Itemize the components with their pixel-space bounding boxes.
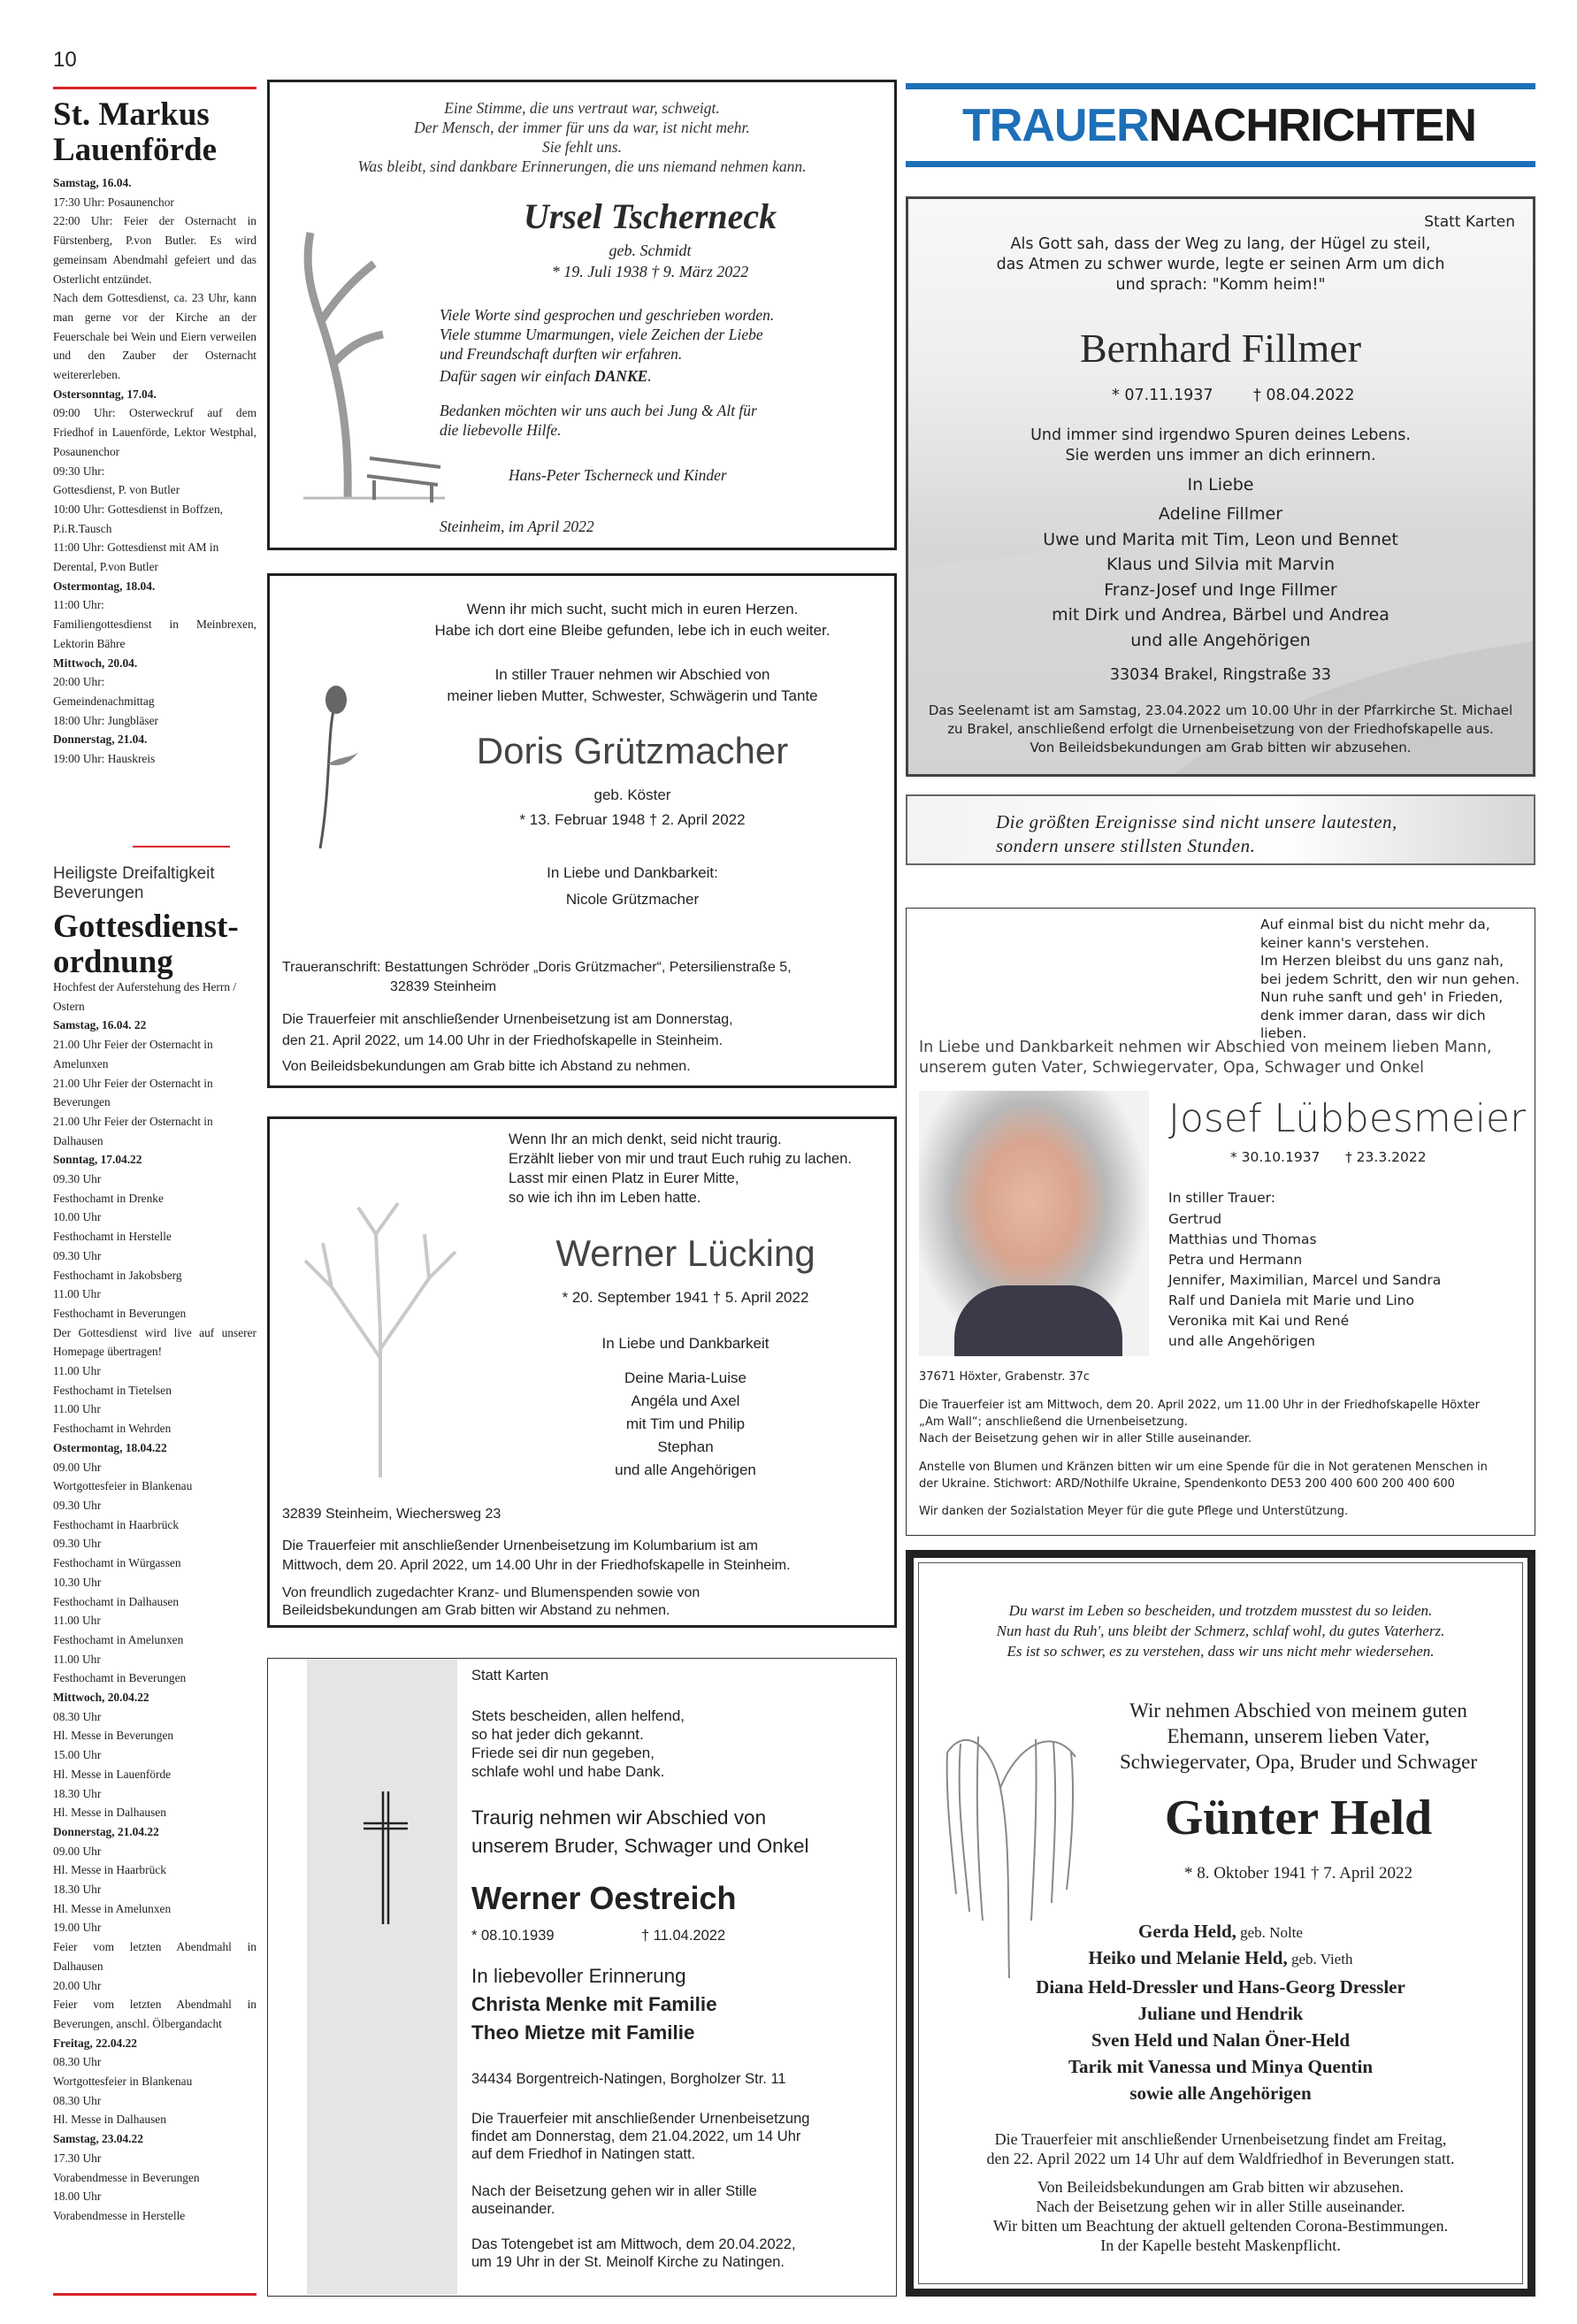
intro-line: Ehemann, unserem lieben Vater,: [1167, 1725, 1430, 1747]
deceased-name: Günter Held: [1164, 1791, 1433, 1845]
address: [282, 958, 892, 997]
schedule-entry: 11.00 Uhr: [53, 1287, 101, 1301]
prayer-line: um 19 Uhr in der St. Meinolf Kirche zu Natingen.: [471, 2254, 785, 2270]
family-member: Juliane und Hendrik: [1137, 2003, 1304, 2024]
verse-line: Du warst im Leben so bescheiden, und trotzdem musstest du so leiden.: [1008, 1602, 1433, 1619]
family: [914, 1974, 1527, 2106]
funeral-info: [282, 1537, 892, 1576]
family-member: Jennifer, Maximilian, Marcel und Sandra: [1168, 1272, 1442, 1288]
condolence-line: Von freundlich zugedachter Kranz- und Blumenspenden sowie von: [282, 1585, 700, 1600]
obituary-gruetzmacher: [267, 573, 897, 1088]
family: Hans-Peter Tscherneck und Kinder: [509, 466, 727, 484]
family-member: Matthias und Thomas: [1168, 1231, 1317, 1247]
schedule-day: Samstag, 16.04.: [53, 176, 132, 189]
quote-box: [906, 794, 1535, 865]
address: 34434 Borgentreich-Natingen, Borgholzer Str. 11: [471, 2071, 786, 2087]
schedule-entry: Festhochamt in Beverungen: [53, 1671, 187, 1685]
schedule-entry: 21.00 Uhr Feier der Osternacht in Beverungen: [53, 1076, 213, 1109]
obituary-oestreich: [267, 1658, 897, 2297]
after-line: auseinander.: [471, 2201, 555, 2217]
service-order-title-line2: ordnung: [53, 944, 173, 980]
schedule-entry: Hl. Messe in Haarbrück: [53, 1863, 166, 1877]
life-dates: * 19. Juli 1938 † 9. März 2022: [551, 263, 749, 280]
family-line-2: [914, 1947, 1527, 1969]
love-line: In Liebe und Dankbarkeit: [601, 1335, 769, 1352]
thanks-word: DANKE: [594, 367, 648, 385]
notes: [914, 2177, 1527, 2255]
family-member: Gertrud: [1168, 1211, 1222, 1227]
family-member: Diana Held-Dressler und Hans-Georg Dressler: [1036, 1976, 1405, 1998]
donation-line: der Ukraine. Stichwort: ARD/Nothilfe Ukraine, Spendenkonto DE53 200 400 600 200 400 600: [919, 1477, 1455, 1491]
family-member: Klaus und Silvia mit Marvin: [1106, 555, 1336, 574]
schedule-entry: 09.30 Uhr: [53, 1248, 102, 1262]
tree-illustration: [279, 1181, 482, 1482]
prayer-line: Das Totengebet ist am Mittwoch, dem 20.04.2022,: [471, 2236, 796, 2252]
verse-line: Friede sei dir nun gegeben,: [471, 1745, 655, 1761]
schedule-entry: Hl. Messe in Dalhausen: [53, 2113, 166, 2127]
schedule-entry: Nach dem Gottesdienst, ca. 23 Uhr, kann man gerne vor der Kirche an der Feuerschale bei Wein und Eiern verweilen und den Zauber der Osternacht weitererleben.: [53, 291, 256, 382]
text-line: Und immer sind irgendwo Spuren deines Lebens.: [1030, 426, 1411, 444]
verse: [908, 234, 1533, 295]
schedule-day: Donnerstag, 21.04.: [53, 732, 148, 747]
intro-line: Traurig nehmen wir Abschied von: [471, 1806, 767, 1829]
deceased-name: Ursel Tscherneck: [523, 196, 777, 236]
funeral-line: Die Trauerfeier mit anschließender Urnenbeisetzung: [471, 2111, 810, 2127]
schedule-st-markus: [53, 173, 256, 769]
address-line2: 32839 Steinheim: [390, 979, 497, 994]
family-member: Petra und Hermann: [1168, 1252, 1303, 1268]
family-member: und alle Angehörigen: [615, 1461, 756, 1478]
verse: [914, 1600, 1527, 1661]
schedule-entry: 10:00 Uhr: Gottesdienst in Boffzen, P.i.R.Tausch: [53, 502, 224, 535]
poem-line: Der Mensch, der immer für uns da war, ist nicht mehr.: [414, 119, 750, 136]
text-line: Viele stumme Umarmungen, viele Zeichen der Liebe: [440, 326, 763, 343]
header-bar-top: [906, 83, 1535, 89]
schedule-entry: 20:00 Uhr:: [53, 675, 105, 689]
schedule-entry: 11:00 Uhr:: [53, 598, 104, 612]
verse-line: so wie ich ihn im Leben hatte.: [509, 1190, 701, 1206]
memory-line: In liebevoller Erinnerung: [471, 1965, 686, 1987]
family-member: sowie alle Angehörigen: [1129, 2082, 1312, 2104]
schedule-entry: 11.00 Uhr: [53, 1364, 101, 1378]
verse-line: keiner kann's verstehen.: [1260, 934, 1429, 951]
schedule-entry: Festhochamt in Drenke: [53, 1191, 164, 1205]
death-date: † 08.04.2022: [1253, 387, 1355, 404]
schedule-entry: Wortgottesfeier in Blankenau: [53, 1479, 193, 1493]
schedule-entry: 08.30 Uhr: [53, 1709, 102, 1723]
funeral-line: findet am Donnerstag, dem 21.04.2022, um 14 Uhr: [471, 2128, 801, 2144]
family-2: Theo Mietze mit Familie: [471, 2021, 695, 2044]
verse-line: Es ist so schwer, es zu verstehen, dass wir uns nicht mehr wiedersehen.: [1007, 1643, 1435, 1660]
verse-line: Wenn ihr mich sucht, sucht mich in euren Herzen.: [466, 601, 799, 617]
mourning-line: In stiller Trauer:: [1168, 1190, 1275, 1206]
gray-panel: [307, 1659, 457, 2295]
intro-line: Wir nehmen Abschied von meinem guten: [1129, 1699, 1467, 1722]
family-member: mit Tim und Philip: [625, 1415, 746, 1432]
obituary-fillmer: [906, 196, 1535, 777]
poem-line: Was bleibt, sind dankbare Erinnerungen, die uns niemand nehmen kann.: [357, 157, 807, 175]
birth-date: * 30.10.1937: [1230, 1149, 1321, 1165]
life-dates: * 20. September 1941 † 5. April 2022: [562, 1289, 809, 1306]
thanks-text: [440, 305, 882, 364]
death-date: † 11.04.2022: [641, 1928, 726, 1944]
intro: [919, 1038, 1492, 1078]
verse-line: Wenn Ihr an mich denkt, seid nicht traurig.: [509, 1131, 782, 1147]
schedule-day: Samstag, 23.04.22: [53, 2132, 143, 2146]
deceased-name: Doris Grützmacher: [476, 730, 789, 771]
thanks-suffix: .: [647, 367, 652, 385]
verse-line: Erzählt lieber von mir und traut Euch ruhig zu lachen.: [509, 1151, 852, 1167]
after-funeral: [471, 2182, 757, 2218]
love-line: In Liebe: [1187, 475, 1254, 495]
schedule-entry: Festhochamt in Haarbrück: [53, 1517, 180, 1531]
schedule-entry: 17:30 Uhr: Posaunenchor: [53, 195, 174, 209]
verse: [509, 1130, 889, 1208]
verse: [1260, 916, 1535, 1043]
obituary-held: [906, 1550, 1535, 2297]
verse-line: Nun hast du Ruh', uns bleibt der Schmerz, schlaf wohl, du gutes Vaterherz.: [996, 1622, 1445, 1639]
funeral-line: Das Seelenamt ist am Samstag, 23.04.2022 um 10.00 Uhr in der Pfarrkirche St. Michael: [928, 702, 1513, 718]
schedule-entry: 09.30 Uhr: [53, 1498, 102, 1512]
note-line: Wir bitten um Beachtung der aktuell geltenden Corona-Bestimmungen.: [992, 2217, 1449, 2235]
schedule-entry: Hl. Messe in Lauenförde: [53, 1767, 172, 1781]
text-line: die liebevolle Hilfe.: [440, 421, 562, 439]
schedule-entry: 09:30 Uhr:: [53, 464, 105, 478]
verse-line: Im Herzen bleibst du uns ganz nah,: [1260, 953, 1504, 969]
schedule-entry: 11.00 Uhr: [53, 1402, 101, 1416]
verse-line: Habe ich dort eine Bleibe gefunden, lebe ich in euch weiter.: [434, 622, 831, 639]
thanks-prefix: Dafür sagen wir einfach: [440, 367, 594, 385]
schedule-entry: Wortgottesfeier in Blankenau: [53, 2075, 193, 2089]
schedule-entry: 11.00 Uhr: [53, 1614, 101, 1628]
condolence-line: Beileidsbekundungen am Grab bitten wir Abstand zu nehmen.: [282, 1603, 670, 1618]
schedule-entry: 18.30 Uhr: [53, 1786, 102, 1800]
note-line: In der Kapelle besteht Maskenpflicht.: [1100, 2236, 1341, 2254]
parish-title-line1: St. Markus: [53, 96, 210, 133]
schedule-entry: 21.00 Uhr Feier der Osternacht in Amelunxen: [53, 1038, 213, 1070]
schedule-entry: Hl. Messe in Amelunxen: [53, 1901, 172, 1915]
cross-icon: [364, 1791, 408, 1924]
family-line-1: [914, 1921, 1527, 1943]
condolence-note: Von Beileidsbekundungen am Grab bitte ich Abstand zu nehmen.: [282, 1059, 691, 1074]
schedule-entry: 10.00 Uhr: [53, 1210, 102, 1224]
funeral-line: Von Beileidsbekundungen am Grab bitten wir abzusehen.: [1030, 740, 1412, 755]
birth-date: * 07.11.1937: [1112, 387, 1213, 404]
funeral-info: [914, 2129, 1527, 2168]
parish-title: [53, 97, 217, 168]
verse-line: Stets bescheiden, allen helfend,: [471, 1707, 685, 1724]
address-line1: Traueranschrift: Bestattungen Schröder „Doris Grützmacher“, Petersilienstraße 5,: [282, 960, 792, 975]
poem-line: Sie fehlt uns.: [542, 138, 622, 156]
family-member: Stephan: [657, 1438, 714, 1455]
schedule-beverungen: [53, 978, 256, 2226]
family-2-name: Heiko und Melanie Held,: [1088, 1947, 1288, 1968]
schedule-entry: Hochfest der Auferstehung des Herrn / Ostern: [53, 980, 237, 1013]
schedule-entry: 08.30 Uhr: [53, 2055, 102, 2069]
section-header: [962, 99, 1476, 152]
schedule-entry: 21.00 Uhr Feier der Osternacht in Dalhausen: [53, 1114, 213, 1147]
thanks-text-2: [440, 401, 882, 440]
parish-subtitle-line2: Beverungen: [53, 884, 144, 902]
family: [491, 1367, 880, 1482]
funeral-line: Die Trauerfeier mit anschließender Urnenbeisetzung findet am Freitag,: [994, 2130, 1447, 2148]
death-date: † 23.3.2022: [1345, 1149, 1427, 1165]
prayer-info: [471, 2236, 796, 2271]
family-member: und alle Angehörigen: [1168, 1333, 1315, 1349]
schedule-entry: Vorabendmesse in Beverungen: [53, 2170, 200, 2184]
verse: [471, 1707, 685, 1781]
red-rule-bottom: [53, 2293, 256, 2296]
family-member: Tarik mit Vanessa und Minya Quentin: [1068, 2056, 1374, 2077]
schedule-entry: 19.00 Uhr: [53, 1921, 102, 1935]
funeral-line: „Am Wall“; anschließend die Urnenbeisetzung.: [919, 1415, 1189, 1429]
schedule-entry: Festhochamt in Würgassen: [53, 1556, 181, 1570]
family-member: Uwe und Marita mit Tim, Leon und Bennet: [1043, 529, 1398, 549]
schedule-entry: Festhochamt in Herstelle: [53, 1230, 172, 1244]
funeral-line: Nach der Beisetzung gehen wir in aller Stille auseinander.: [919, 1432, 1252, 1446]
family: [908, 502, 1533, 653]
schedule-entry: Festhochamt in Amelunxen: [53, 1632, 184, 1646]
schedule-entry: Festhochamt in Jakobsberg: [53, 1268, 182, 1282]
family-member: Angéla und Axel: [631, 1392, 740, 1409]
red-rule: [53, 87, 256, 89]
intro: [471, 1804, 808, 1860]
note-line: Von Beileidsbekundungen am Grab bitten wir abzusehen.: [1037, 2178, 1405, 2196]
schedule-entry: 08.30 Uhr: [53, 2093, 102, 2107]
red-separator: [133, 846, 230, 848]
header-part1: TRAUER: [962, 100, 1149, 151]
schedule-entry: 18.00 Uhr: [53, 2190, 102, 2204]
intro-line: Schwiegervater, Opa, Bruder und Schwager: [1120, 1751, 1477, 1773]
intro-line: meiner lieben Mutter, Schwester, Schwägerin und Tante: [447, 687, 818, 704]
maiden-name: geb. Köster: [593, 786, 671, 803]
schedule-entry: 11:00 Uhr: Gottesdienst mit AM in Derental, P.von Butler: [53, 541, 219, 574]
parish-subtitle-line1: Heiligste Dreifaltigkeit: [53, 864, 215, 883]
donation-info: [919, 1459, 1488, 1492]
funeral-line: Die Trauerfeier mit anschließender Urnenbeisetzung im Kolumbarium ist am: [282, 1538, 758, 1553]
tree-bench-illustration: [286, 215, 463, 507]
schedule-entry: Gottesdienst, P. von Butler: [53, 483, 180, 497]
schedule-entry: Festhochamt in Beverungen: [53, 1306, 187, 1320]
family-member: Deine Maria-Luise: [624, 1369, 746, 1386]
deceased-name: Bernhard Fillmer: [1079, 326, 1362, 371]
schedule-day: Ostermontag, 18.04.: [53, 579, 156, 593]
intro-line: unserem Bruder, Schwager und Onkel: [471, 1835, 809, 1857]
schedule-day: Mittwoch, 20.04.: [53, 656, 138, 670]
rose-illustration: [301, 680, 371, 857]
poem: [270, 98, 894, 176]
intro: [1091, 1698, 1506, 1775]
life-dates: * 8. Oktober 1941 † 7. April 2022: [1183, 1864, 1413, 1883]
schedule-entry: Hl. Messe in Beverungen: [53, 1729, 174, 1743]
verse-line: und sprach: "Komm heim!": [1115, 276, 1326, 294]
family-1-name: Gerda Held,: [1138, 1921, 1236, 1942]
verse-line: bei jedem Schritt, den wir nun gehen.: [1260, 970, 1520, 987]
condolence-note: [282, 1584, 892, 1620]
verse-line: so hat jeder dich gekannt.: [471, 1726, 644, 1743]
schedule-entry: 09.00 Uhr: [53, 1460, 102, 1474]
after-line: Nach der Beisetzung gehen wir in aller Stille: [471, 2183, 757, 2199]
maiden-name: geb. Schmidt: [609, 242, 692, 259]
quote: [996, 810, 1397, 858]
schedule-day: Donnerstag, 21.04.22: [53, 1824, 159, 1838]
schedule-day: Samstag, 16.04. 22: [53, 1018, 147, 1032]
funeral-info: [919, 1397, 1480, 1447]
text-line: Sie werden uns immer an dich erinnern.: [1065, 447, 1376, 464]
schedule-entry: 17.30 Uhr: [53, 2151, 102, 2165]
funeral-line: Die Trauerfeier ist am Mittwoch, dem 20. April 2022, um 11.00 Uhr in der Friedhofskapelle Höxter: [919, 1399, 1480, 1412]
quote-line: Die größten Ereignisse sind nicht unsere lautesten,: [996, 811, 1397, 832]
statt-karten: Statt Karten: [1424, 213, 1515, 231]
deceased-name: Werner Oestreich: [471, 1880, 737, 1916]
verse-line: Auf einmal bist du nicht mehr da,: [1260, 917, 1490, 932]
schedule-day: Sonntag, 17.04.22: [53, 1153, 142, 1167]
verse-line: Nun ruhe sanft und geh' in Frieden,: [1260, 989, 1504, 1005]
verse-line: schlafe wohl und habe Dank.: [471, 1763, 665, 1780]
verse: [402, 599, 862, 641]
text-line: Viele Worte sind gesprochen und geschrieben worden.: [440, 306, 775, 324]
funeral-line: Mittwoch, dem 20. April 2022, um 14.00 Uhr in der Friedhofskapelle in Steinheim.: [282, 1558, 791, 1573]
family-member: mit Dirk und Andrea, Bärbel und Andrea: [1052, 605, 1389, 625]
obituary-luebbesmeier: [906, 908, 1535, 1536]
schedule-entry: 22:00 Uhr: Feier der Osternacht in Fürstenberg, P.von Butler. Es wird gemeinsam Abendmahl gefeiert und das Osterlicht entzündet.: [53, 214, 256, 286]
schedule-day: Ostermontag, 18.04.22: [53, 1440, 167, 1454]
intro-line: In stiller Trauer nehmen wir Abschied von: [494, 666, 770, 683]
schedule-day: Mittwoch, 20.04.22: [53, 1691, 149, 1705]
schedule-entry: 10.30 Uhr: [53, 1575, 102, 1589]
verse-line: das Atmen zu schwer wurde, legte er seinen Arm um dich: [996, 256, 1445, 273]
donation-line: Anstelle von Blumen und Kränzen bitten wir um eine Spende für die in Not geratenen Menschen in: [919, 1461, 1488, 1474]
schedule-day: Ostersonntag, 17.04.: [53, 387, 157, 401]
schedule-entry: Festhochamt in Wehrden: [53, 1422, 172, 1436]
family: Nicole Grützmacher: [565, 891, 700, 908]
memory-text: [908, 426, 1533, 466]
schedule-entry: Festhochamt in Tietelsen: [53, 1383, 172, 1397]
family-member: Franz-Josef und Inge Fillmer: [1104, 579, 1337, 600]
schedule-entry: 09.00 Uhr: [53, 1844, 102, 1858]
family-1: Christa Menke mit Familie: [471, 1993, 717, 2015]
address: 37671 Höxter, Grabenstr. 37c: [919, 1370, 1091, 1384]
thanks-line: [440, 367, 652, 386]
verse-line: denk immer daran, dass wir dich lieben.: [1260, 1007, 1486, 1041]
address: 32839 Steinheim, Wiechersweg 23: [282, 1507, 501, 1522]
schedule-entry: Familiengottesdienst in Meinbrexen, Lektorin Bähre: [53, 617, 256, 650]
family: [1168, 1209, 1441, 1352]
funeral-info: [471, 2110, 809, 2163]
schedule-entry: Der Gottesdienst wird live auf unserer Homepage übertragen!: [53, 1325, 256, 1359]
schedule-entry: 09.30 Uhr: [53, 1172, 102, 1186]
portrait-suit: [954, 1285, 1122, 1356]
love-line: In Liebe und Dankbarkeit:: [547, 864, 718, 881]
schedule-entry: 18:00 Uhr: Jungbläser: [53, 713, 159, 727]
portrait-photo: [919, 1091, 1149, 1356]
family-member: Adeline Fillmer: [1158, 504, 1283, 524]
funeral-line: Die Trauerfeier mit anschließender Urnenbeisetzung ist am Donnerstag,: [282, 1012, 733, 1027]
schedule-entry: 18.30 Uhr: [53, 1883, 102, 1897]
parish-subtitle: [53, 864, 215, 903]
schedule-entry: 19:00 Uhr: Hauskreis: [53, 752, 156, 766]
text-line: und Freundschaft durften wir erfahren.: [440, 345, 683, 363]
funeral-info: [908, 702, 1533, 757]
funeral-line: den 21. April 2022, um 14.00 Uhr in der Friedhofskapelle in Steinheim.: [282, 1033, 723, 1048]
quote-line: sondern unsere stillsten Stunden.: [996, 835, 1256, 856]
deceased-name: Werner Lücking: [555, 1232, 815, 1274]
place-date: Steinheim, im April 2022: [440, 518, 594, 535]
birth-date: * 08.10.1939: [471, 1928, 555, 1944]
schedule-entry: 20.00 Uhr: [53, 1978, 102, 1992]
schedule-entry: Festhochamt in Dalhausen: [53, 1594, 180, 1608]
intro: [402, 664, 862, 707]
header-bar-bottom: [906, 161, 1535, 167]
schedule-entry: Hl. Messe in Dalhausen: [53, 1806, 166, 1820]
schedule-entry: Vorabendmesse in Herstelle: [53, 2209, 186, 2222]
family-member: Veronika mit Kai und René: [1168, 1313, 1350, 1329]
schedule-entry: 15.00 Uhr: [53, 1748, 102, 1762]
intro-line: In Liebe und Dankbarkeit nehmen wir Abschied von meinem lieben Mann,: [919, 1039, 1492, 1056]
schedule-entry: Feier vom letzten Abendmahl in Beverungen, anschl. Ölbergandacht: [53, 1998, 256, 2030]
obituary-tscherneck: [267, 80, 897, 550]
poem-line: Eine Stimme, die uns vertraut war, schweigt.: [444, 99, 720, 117]
schedule-entry: 09.30 Uhr: [53, 1537, 102, 1551]
verse-line: Lasst mir einen Platz in Eurer Mitte,: [509, 1170, 739, 1186]
verse-line: Als Gott sah, dass der Weg zu lang, der Hügel zu steil,: [1010, 235, 1431, 253]
life-dates: * 13. Februar 1948 † 2. April 2022: [519, 811, 746, 828]
text-line: Bedanken möchten wir uns auch bei Jung & Alt für: [440, 402, 757, 419]
thanks-line: Wir danken der Sozialstation Meyer für die gute Pflege und Unterstützung.: [919, 1505, 1349, 1518]
intro-line: unserem guten Vater, Schwiegervater, Opa, Schwager und Onkel: [919, 1059, 1424, 1077]
note-line: Nach der Beisetzung gehen wir in aller Stille auseinander.: [1036, 2197, 1405, 2215]
address: 33034 Brakel, Ringstraße 33: [1109, 666, 1332, 684]
funeral-info: [282, 1009, 892, 1052]
funeral-line: auf dem Friedhof in Natingen statt.: [471, 2146, 696, 2162]
service-order-title: [53, 909, 239, 980]
family-member: Sven Held und Nalan Öner-Held: [1091, 2029, 1351, 2051]
schedule-day: Freitag, 22.04.22: [53, 2036, 137, 2050]
schedule-entry: Feier vom letzten Abendmahl in Dalhausen: [53, 1940, 256, 1973]
family-2-nee: geb. Vieth: [1287, 1951, 1353, 1967]
obituary-luecking: [267, 1116, 897, 1628]
family-member: Ralf und Daniela mit Marie und Lino: [1168, 1292, 1414, 1308]
funeral-line: den 22. April 2022 um 14 Uhr auf dem Waldfriedhof in Beverungen statt.: [986, 2150, 1455, 2167]
parish-title-line2: Lauenförde: [53, 132, 217, 168]
schedule-entry: 09:00 Uhr: Osterweckruf auf dem Friedhof in Lauenförde, Lektor Westphal, Posaunenchor: [53, 406, 256, 458]
schedule-entry: 11.00 Uhr: [53, 1652, 101, 1666]
page-number: 10: [53, 48, 77, 72]
service-order-title-line1: Gottesdienst-: [53, 909, 239, 945]
statt-karten: Statt Karten: [471, 1668, 549, 1684]
family-1-nee: geb. Nolte: [1236, 1924, 1303, 1941]
family-member: und alle Angehörigen: [1130, 630, 1311, 650]
schedule-entry: Gemeindenachmittag: [53, 694, 155, 708]
deceased-name: Josef Lübbesmeier: [1168, 1096, 1527, 1141]
funeral-line: zu Brakel, anschließend erfolgt die Urnenbeisetzung von der Friedhofskapelle aus.: [947, 721, 1494, 737]
header-part2: NACHRICHTEN: [1148, 100, 1476, 151]
